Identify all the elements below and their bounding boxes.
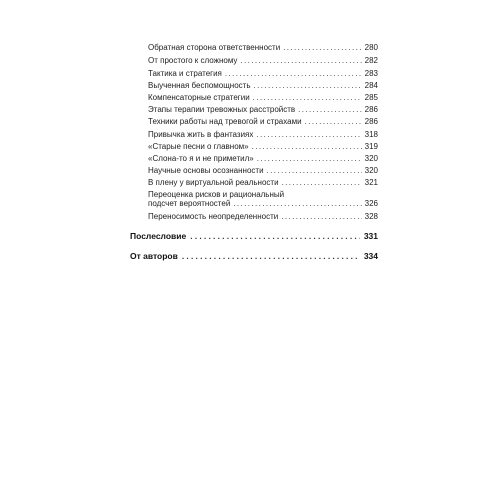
toc-entry-page: 284 — [364, 81, 378, 90]
toc-entry-title: Научные основы осознанности — [148, 166, 264, 175]
dot-leader — [283, 43, 361, 52]
toc-entry-page: 320 — [364, 154, 378, 163]
dot-leader — [281, 212, 361, 221]
toc-entry — [148, 69, 378, 78]
toc-entry-title-line2: подсчет вероятностей — [148, 199, 231, 208]
toc-entry-page: 320 — [364, 166, 378, 175]
toc-entry-page: 280 — [364, 43, 378, 52]
toc-entry-title: Тактика и стратегия — [148, 69, 222, 78]
toc-entry — [148, 43, 378, 52]
dot-leader — [256, 130, 361, 139]
toc-entry-title: Компенсаторные стратегии — [148, 93, 250, 102]
toc-entry — [148, 142, 378, 151]
dot-leader — [252, 142, 362, 151]
toc-entry — [148, 154, 378, 163]
toc-entry-title: Техники работы над тревогой и страхами — [148, 117, 302, 126]
toc-entry — [148, 178, 378, 187]
toc-entry-title: Обратная сторона ответственности — [148, 43, 281, 52]
toc-entry-page: 321 — [364, 178, 378, 187]
toc-entry-page: 319 — [364, 142, 378, 151]
toc-entry-page: 326 — [364, 199, 378, 208]
dot-leader — [267, 166, 362, 175]
toc-main-entry-page: 334 — [363, 251, 378, 261]
dot-leader — [233, 199, 361, 208]
dot-leader — [253, 93, 362, 102]
dot-leader — [282, 178, 362, 187]
toc-entry-title: «Слона-то я и не приметил» — [148, 154, 254, 163]
toc-entry-title: Выученная беспомощность — [148, 81, 251, 90]
toc-entry — [148, 56, 378, 65]
toc-main-entry-title: Послесловие — [130, 231, 187, 241]
toc-entry — [148, 93, 378, 102]
dot-leader — [305, 117, 362, 126]
dot-leader — [182, 252, 360, 261]
dot-leader — [257, 154, 362, 163]
toc-entry — [148, 130, 378, 139]
dot-leader — [240, 56, 361, 65]
toc-entry-title: Этапы терапии тревожных расстройств — [148, 105, 296, 114]
dot-leader — [225, 69, 362, 78]
toc-entry — [148, 212, 378, 221]
toc-entry-title: Привычка жить в фантазиях — [148, 130, 254, 139]
toc-entry — [148, 105, 378, 114]
dot-leader — [254, 81, 362, 90]
toc-entry-page: 286 — [364, 105, 378, 114]
toc-main-entry-page: 331 — [363, 231, 378, 241]
toc-entry — [148, 166, 378, 175]
toc-main-entry — [130, 252, 378, 261]
toc-entry-title: «Старые песни о главном» — [148, 142, 249, 151]
toc-entry-page: 286 — [364, 117, 378, 126]
toc-entry-page: 318 — [364, 130, 378, 139]
toc-main-entry-title: От авторов — [130, 251, 178, 261]
toc-entry-multiline — [148, 190, 378, 208]
toc-entry-title: Переносимость неопределенности — [148, 212, 279, 221]
toc-entry-page: 328 — [364, 212, 378, 221]
dot-leader — [190, 232, 360, 241]
toc-entry-page: 283 — [364, 69, 378, 78]
toc-entry-title: От простого к сложному — [148, 56, 238, 65]
dot-leader — [298, 105, 361, 114]
toc-entry-title-line1: Переоценка рисков и рациональный — [148, 190, 285, 199]
toc-entry-page: 282 — [364, 56, 378, 65]
toc-entry-title: В плену у виртуальной реальности — [148, 178, 279, 187]
toc-entry — [148, 81, 378, 90]
toc-entry — [148, 117, 378, 126]
toc-entry-page: 285 — [364, 93, 378, 102]
toc-main-entry — [130, 232, 378, 241]
